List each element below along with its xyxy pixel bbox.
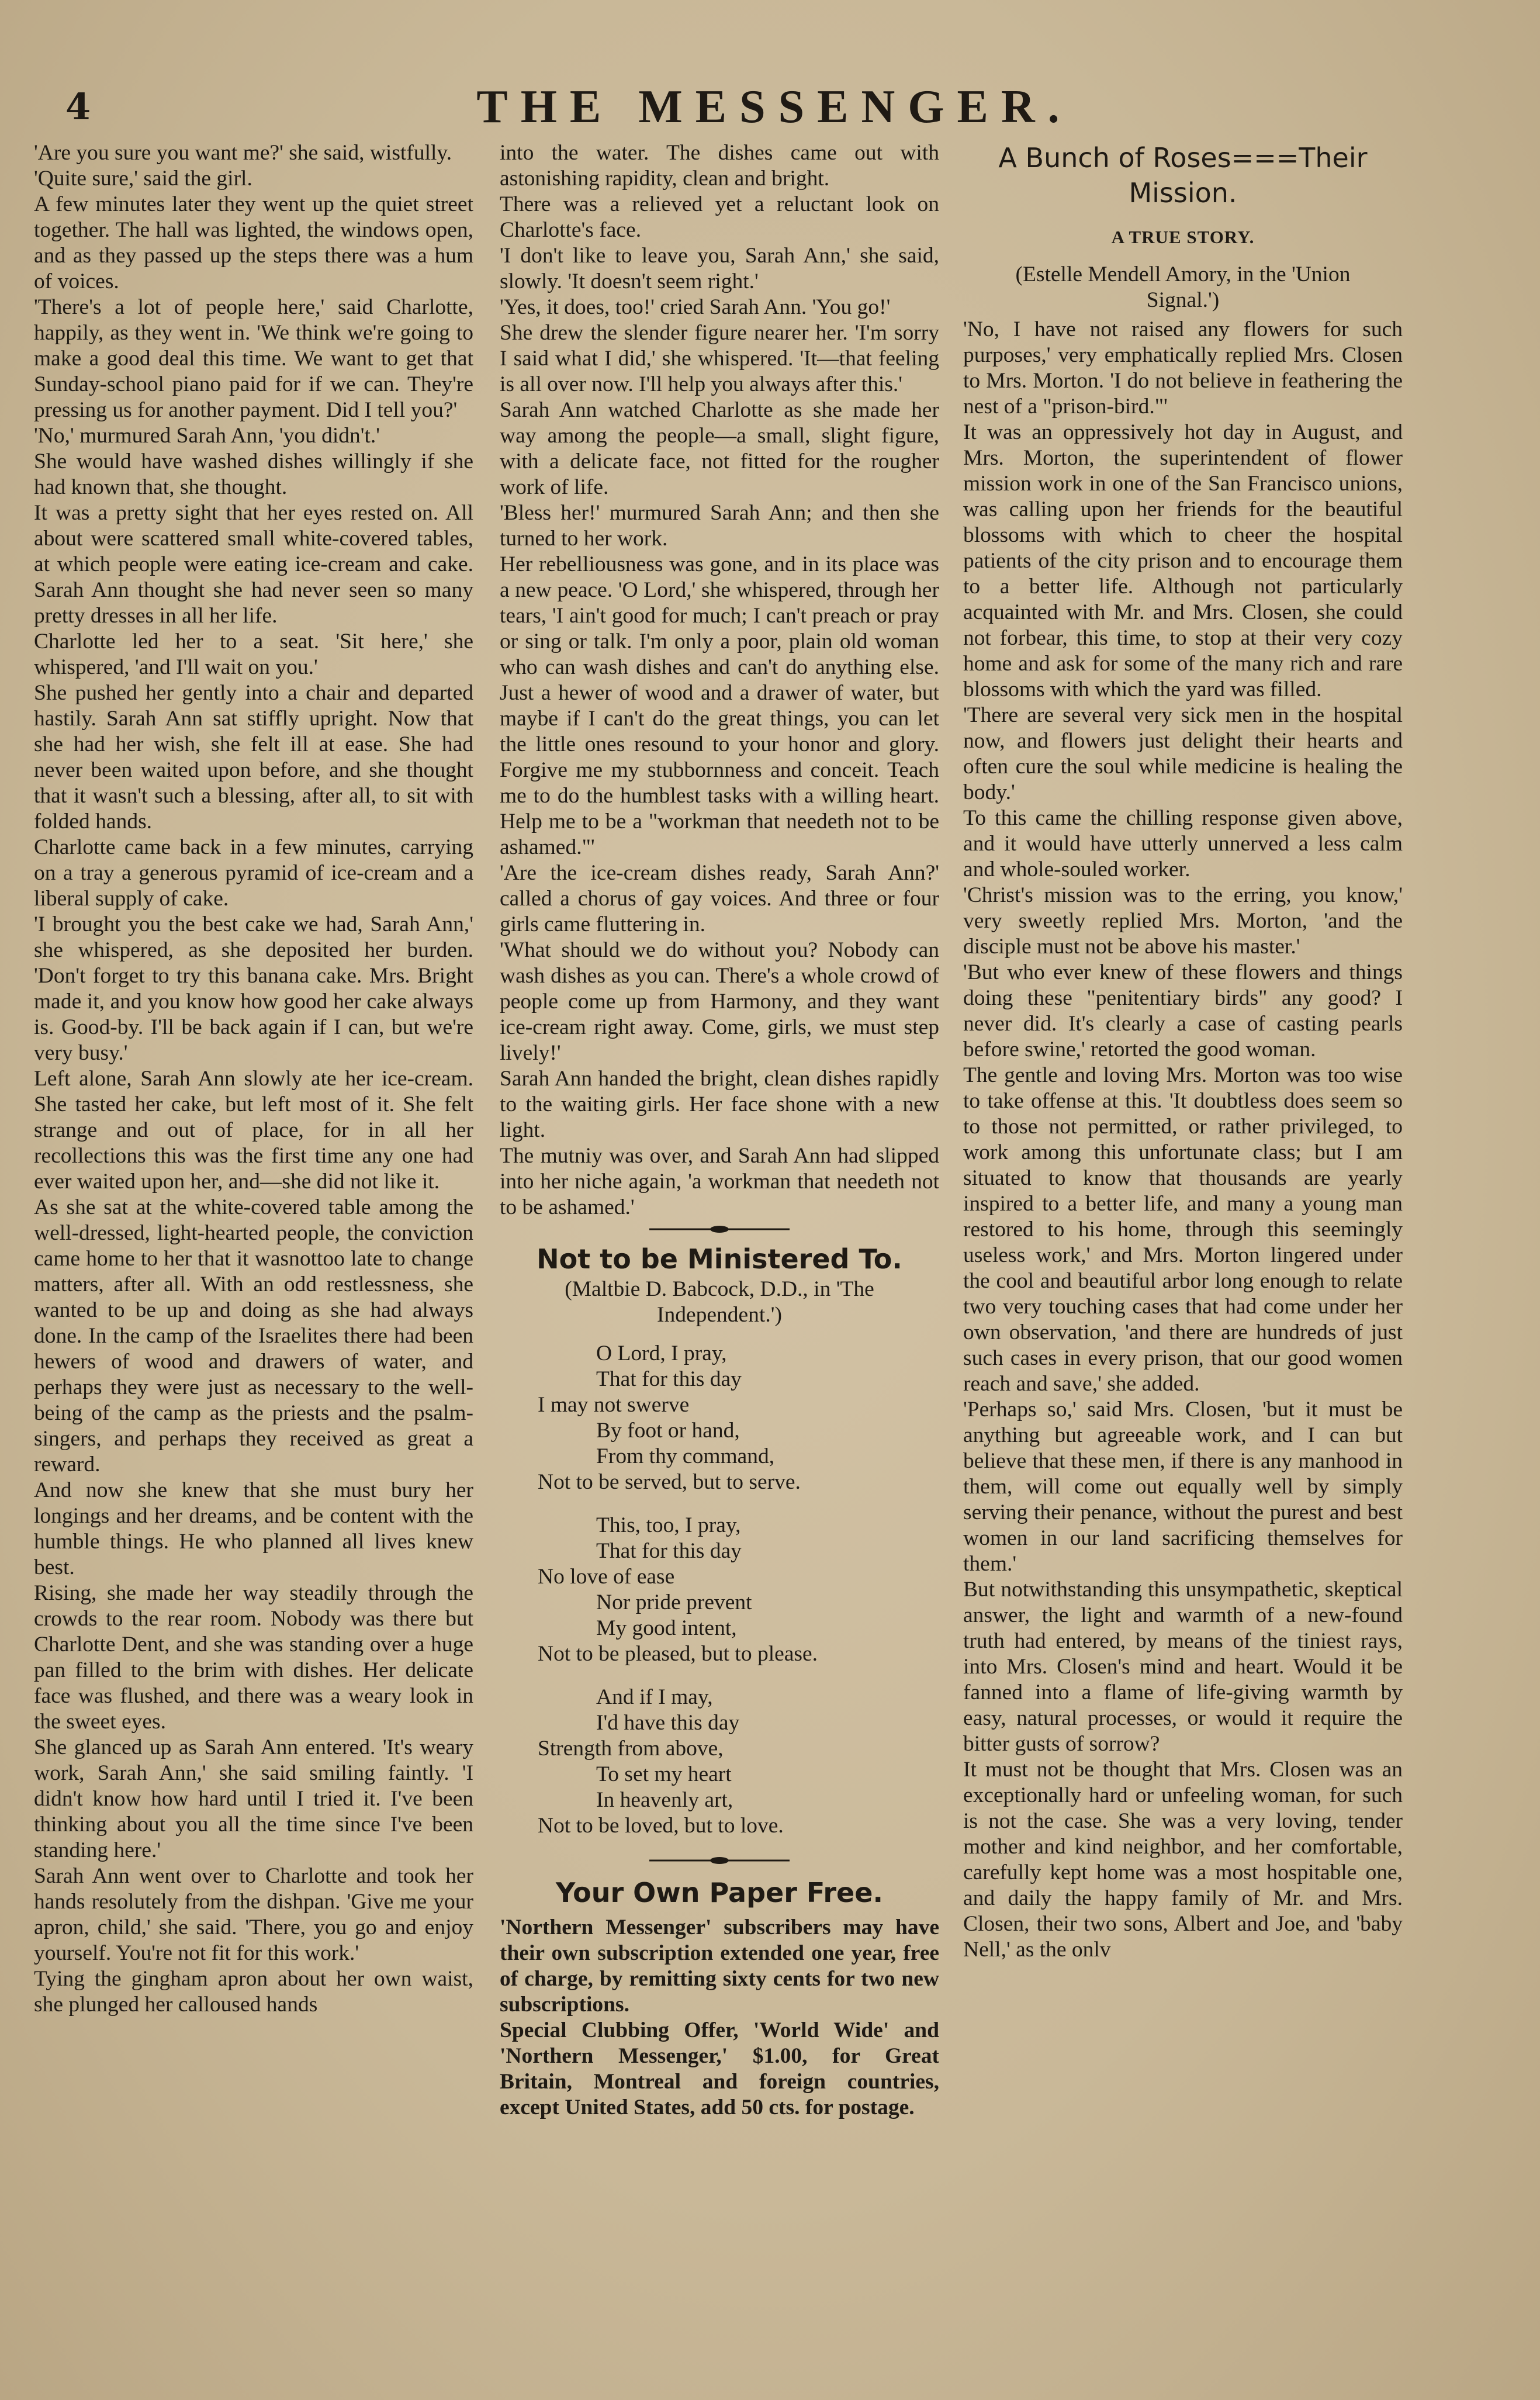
paragraph: 'What should we do without you? Nobody can wash dishes as you can. There's a whole crowd of people come up from Harmony, and they want ice-cream right away. Come, girls, we must step lively!' xyxy=(500,938,939,1065)
paragraph: Rising, she made her way steadily through the crowds to the rear room. Nobody was there but Charlotte Dent, and she was standing over a huge pan filled to the brim with dishes. Her delicate face was flushed, and there was a weary look in the sweet eyes. xyxy=(34,1581,473,1734)
poem-line: That for this day xyxy=(596,1367,742,1391)
paragraph: 'No,' murmured Sarah Ann, 'you didn't.' xyxy=(34,424,380,448)
poem-line: To set my heart xyxy=(596,1762,732,1786)
paragraph: But notwithstanding this unsympathetic, skeptical answer, the light and warmth of a new-found truth had entered, by means of the tiniest rays, into Mrs. Closen's mind and heart. Would it be fanned into a flame of life-giving warmth by easy, natural processes, or would it require the bitter gusts of sorrow? xyxy=(963,1578,1403,1756)
paragraph: 'I brought you the best cake we had, Sarah Ann,' she whispered, as she deposited her burden. 'Don't forget to try this banana cake. Mrs. Bright made it, and you know how good her cake always is. Good-by. I'll be back again if I can, but we're very busy.' xyxy=(34,912,473,1065)
poem-line: Strength from above, xyxy=(538,1737,724,1761)
paragraph: It must not be thought that Mrs. Closen was an exceptionally hard or unfeeling woman, for such is not the case. She was a very loving, tender mother and kind neighbor, and her comfortable, carefully kept home was a most hospitable one, and daily the happy family of Mr. and Mrs. Closen, their two sons, Albert and Joe, and 'baby Nell,' as the onlv xyxy=(963,1758,1403,1962)
column-2 xyxy=(500,140,939,2121)
paper-title: THE MESSENGER. xyxy=(476,81,1072,133)
paragraph: 'Perhaps so,' said Mrs. Closen, 'but it must be anything but agreeable work, and I can but believe that these men, if there is any manhood in them, will come out equally well by simply serving their penance, without the purest and best women in our land sacrificing themselves for them.' xyxy=(963,1398,1403,1576)
paragraph: 'Quite sure,' said the girl. xyxy=(34,167,252,191)
notice-title: Your Own Paper Free. xyxy=(556,1877,883,1908)
poem-title: Not to be Ministered To. xyxy=(537,1243,902,1275)
paragraph: Charlotte led her to a seat. 'Sit here,' she whispered, 'and I'll wait on you.' xyxy=(34,630,473,679)
paragraph: As she sat at the white-covered table among the well-dressed, light-hearted people, the conviction came home to her that it wasnottoo late to change matters, after all. With an odd restlessness, she wanted to be up and doing as she had always done. In the camp of the Israelites there had been hewers of wood and drawers of water, and perhaps they were just as necessary to the well-being of the camp as the priests and the psalm-singers, and perhaps they received as great a reward. xyxy=(34,1195,473,1476)
poem-line: Not to be loved, but to love. xyxy=(538,1814,784,1838)
paragraph: 'There's a lot of people here,' said Charlotte, happily, as they went in. 'We think we're going to make a good deal this time. We want to get that Sunday-school piano paid for if we can. They're pressing us for another payment. Did I tell you?' xyxy=(34,295,473,422)
paragraph: 'There are several very sick men in the hospital now, and flowers just delight their hearts and often cure the soul while medicine is healing the body.' xyxy=(963,703,1403,804)
paragraph: 'Are you sure you want me?' she said, wistfully. xyxy=(34,141,452,165)
paragraph: The gentle and loving Mrs. Morton was too wise to take offense at this. 'It doubtless does seem so to those not permitted, or rather privileged, to work among this unfortunate class; but I am situated to know that thousands are yearly inspired to a better life, and many a young man restored to his home, through this seemingly useless work,' and Mrs. Morton lingered under the cool and beautiful arbor long enough to relate two very touching cases that had come under her own observation, 'and there are hundreds of just such cases in every prison, that our good women reach and save,' she added. xyxy=(963,1063,1403,1396)
paragraph: 'I don't like to leave you, Sarah Ann,' she said, slowly. 'It doesn't seem right.' xyxy=(500,244,939,293)
paragraph: She glanced up as Sarah Ann entered. 'It's weary work, Sarah Ann,' she said smiling faintly. 'I didn't know how hard until I tried it. I've been thinking about you all the time since I've been standing here.' xyxy=(34,1735,473,1862)
paragraph: Charlotte came back in a few minutes, carrying on a tray a generous pyramid of ice-cream and a liberal supply of cake. xyxy=(34,835,473,911)
poem-stanza xyxy=(500,1513,939,1667)
poem-stanza xyxy=(500,1685,939,1839)
paragraph: Her rebelliousness was gone, and in its place was a new peace. 'O Lord,' she whispered, through her tears, 'I ain't good for much; I can't preach or pray or sing or talk. I'm only a poor, plain old woman who can wash dishes and can't do anything else. Just a hewer of wood and a drawer of water, but maybe if I can't do the great things, you can let the little ones resound to your honor and glory. Forgive me my stubbornness and conceit. Teach me to do the humblest tasks with a willing heart. Help me to be a "workman that needeth not to be ashamed."' xyxy=(500,552,939,859)
poem-stanza xyxy=(500,1341,939,1495)
page-number: 4 xyxy=(65,85,91,128)
paragraph: 'No, I have not raised any flowers for such purposes,' very emphatically replied Mrs. Closen to Mrs. Morton. 'I do not believe in feathering the nest of a "prison-bird."' xyxy=(963,317,1403,419)
paragraph: It was a pretty sight that her eyes rested on. All about were scattered small white-covered tables, at which people were eating ice-cream and cake. Sarah Ann thought she had never seen so many pretty dresses in all her life. xyxy=(34,501,473,628)
paragraph: She would have washed dishes willingly if she had known that, she thought. xyxy=(34,449,473,499)
poem-line: Not to be served, but to serve. xyxy=(538,1470,801,1494)
story-title: A Bunch of Roses===Their Mission. xyxy=(998,142,1368,209)
poem-line: By foot or hand, xyxy=(596,1419,740,1443)
paragraph: Sarah Ann handed the bright, clean dishes rapidly to the waiting girls. Her face shone with a new light. xyxy=(500,1067,939,1142)
masthead xyxy=(53,81,1496,133)
poem-line: No love of ease xyxy=(538,1565,675,1589)
paragraph: 'Bless her!' murmured Sarah Ann; and then she turned to her work. xyxy=(500,501,939,551)
paragraph: 'Northern Messenger' subscribers may have their own subscription extended one year, free of charge, by remitting sixty cents for two new subscriptions. xyxy=(500,1915,939,2017)
paragraph: 'Christ's mission was to the erring, you know,' very sweetly replied Mrs. Morton, 'and the disciple must not be above his master.' xyxy=(963,883,1403,959)
poem-line: From thy command, xyxy=(596,1444,775,1468)
paragraph: Sarah Ann went over to Charlotte and took her hands resolutely from the dishpan. 'Give me your apron, child,' she said. 'There, you go and enjoy yourself. You're not fit for this work.' xyxy=(34,1864,473,1965)
section-divider xyxy=(643,1220,795,1238)
paragraph: She pushed her gently into a chair and departed hastily. Sarah Ann sat stiffly upright. Now that she had her wish, she felt ill at ease. She had never been waited upon before, and she thought that it wasn't such a blessing, after all, to sit with folded hands. xyxy=(34,681,473,834)
paragraph: And now she knew that she must bury her longings and her dreams, and be content with the humble things. He who planned all lives knew best. xyxy=(34,1478,473,1579)
paragraph: Left alone, Sarah Ann slowly ate her ice-cream. She tasted her cake, but left most of it. She felt strange and out of place, for in all her recollections this was the first time any one had ever waited upon her, and—she did not like it. xyxy=(34,1067,473,1194)
column-1 xyxy=(34,140,473,2018)
poem-line: Not to be pleased, but to please. xyxy=(538,1642,818,1666)
paragraph: She drew the slender figure nearer her. 'I'm sorry I said what I did,' she whispered. 'It—that feeling is all over now. I'll help you always after this.' xyxy=(500,321,939,396)
paragraph: into the water. The dishes came out with astonishing rapidity, clean and bright. xyxy=(500,141,939,191)
story-credit: (Estelle Mendell Amory, in the 'Union Signal.') xyxy=(1015,262,1351,312)
paragraph: To this came the chilling response given above, and it would have utterly unnerved a less calm and whole-souled worker. xyxy=(963,806,1403,881)
section-divider xyxy=(643,1852,795,1869)
poem-line: In heavenly art, xyxy=(596,1788,733,1812)
paragraph: Sarah Ann watched Charlotte as she made her way among the people—a small, slight figure, with a delicate face, not fitted for the rougher work of life. xyxy=(500,398,939,499)
poem-line: Nor pride prevent xyxy=(596,1590,752,1614)
paragraph: 'Are the ice-cream dishes ready, Sarah Ann?' called a chorus of gay voices. And three or four girls came fluttering in. xyxy=(500,861,939,936)
paragraph: 'But who ever knew of these flowers and things doing these "penitentiary birds" any good? I never did. It's clearly a case of casting pearls before swine,' retorted the good woman. xyxy=(963,960,1403,1061)
column-3 xyxy=(963,140,1403,1963)
poem-credit: (Maltbie D. Babcock, D.D., in 'The Independent.') xyxy=(565,1277,874,1327)
paragraph: A few minutes later they went up the quiet street together. The hall was lighted, the windows open, and as they passed up the steps there was a hum of voices. xyxy=(34,192,473,293)
paragraph: Tying the gingham apron about her own waist, she plunged her calloused hands xyxy=(34,1967,473,2017)
paragraph: The mutniy was over, and Sarah Ann had slipped into her niche again, 'a workman that needeth not to be ashamed.' xyxy=(500,1144,939,1219)
poem-line: This, too, I pray, xyxy=(596,1513,741,1537)
paragraph: It was an oppressively hot day in August, and Mrs. Morton, the superintendent of flower mission work in one of the San Francisco unions, was calling upon her friends for the beautiful blossoms with which to cheer the hospital patients of the city prison and to encourage them to a better life. Although not particularly acquainted with Mr. and Mrs. Closen, she could not forbear, this time, to stop at their very cozy home and ask for some of the many rich and rare blossoms with which the yard was filled. xyxy=(963,420,1403,701)
poem-line: O Lord, I pray, xyxy=(596,1341,727,1365)
story-subtitle: A TRUE STORY. xyxy=(1111,227,1255,247)
poem-line: And if I may, xyxy=(596,1685,713,1709)
poem-line: I'd have this day xyxy=(596,1711,740,1735)
poem-line: I may not swerve xyxy=(538,1393,690,1417)
paragraph: 'Yes, it does, too!' cried Sarah Ann. 'You go!' xyxy=(500,295,891,319)
paragraph: There was a relieved yet a reluctant look on Charlotte's face. xyxy=(500,192,939,242)
poem-line: That for this day xyxy=(596,1539,742,1563)
paragraph: Special Clubbing Offer, 'World Wide' and 'Northern Messenger,' $1.00, for Great Britain, Montreal and foreign countries, except United States, add 50 cts. for postage. xyxy=(500,2018,939,2119)
poem-line: My good intent, xyxy=(596,1616,737,1640)
